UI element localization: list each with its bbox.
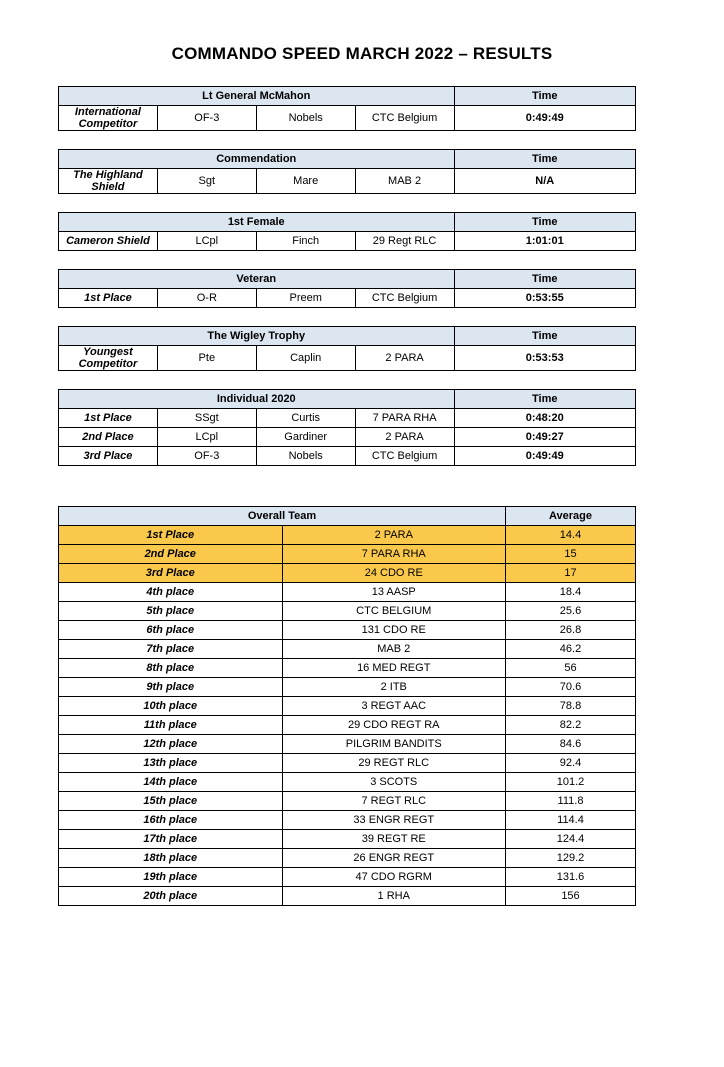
team-place: 2nd Place xyxy=(59,545,283,564)
table-header-row xyxy=(59,270,636,289)
table-row xyxy=(59,545,636,564)
block-title: Commendation xyxy=(59,150,455,169)
table-row xyxy=(59,409,636,428)
team-average: 18.4 xyxy=(506,583,636,602)
overall-team-table xyxy=(58,506,636,906)
team-name: PILGRIM BANDITS xyxy=(282,735,506,754)
competitor-name: Nobels xyxy=(256,106,355,131)
team-name: 39 REGT RE xyxy=(282,830,506,849)
average-column-header: Average xyxy=(506,507,636,526)
table-row xyxy=(59,526,636,545)
block-title: 1st Female xyxy=(59,213,455,232)
row-label: The Highland Shield xyxy=(59,169,158,194)
team-name: 24 CDO RE xyxy=(282,564,506,583)
block-title: Lt General McMahon xyxy=(59,87,455,106)
table-row xyxy=(59,621,636,640)
team-place: 15th place xyxy=(59,792,283,811)
competitor-rank: OF-3 xyxy=(157,447,256,466)
result-block xyxy=(58,86,636,131)
competitor-rank: Pte xyxy=(157,346,256,371)
team-place: 14th place xyxy=(59,773,283,792)
competitor-unit: 2 PARA xyxy=(355,346,454,371)
overall-team-section xyxy=(58,506,666,906)
competitor-time: 0:49:27 xyxy=(454,428,636,447)
table-row xyxy=(59,640,636,659)
table-row xyxy=(59,811,636,830)
competitor-unit: 7 PARA RHA xyxy=(355,409,454,428)
team-name: 2 PARA xyxy=(282,526,506,545)
team-average: 46.2 xyxy=(506,640,636,659)
table-row xyxy=(59,583,636,602)
team-name: 26 ENGR REGT xyxy=(282,849,506,868)
competitor-unit: CTC Belgium xyxy=(355,289,454,308)
table-row xyxy=(59,232,636,251)
result-block xyxy=(58,149,636,194)
team-name: 47 CDO RGRM xyxy=(282,868,506,887)
table-row xyxy=(59,106,636,131)
team-place: 13th place xyxy=(59,754,283,773)
competitor-time: 0:49:49 xyxy=(454,106,636,131)
team-place: 6th place xyxy=(59,621,283,640)
team-average: 70.6 xyxy=(506,678,636,697)
team-average: 14.4 xyxy=(506,526,636,545)
table-header-row xyxy=(59,390,636,409)
competitor-name: Preem xyxy=(256,289,355,308)
time-column-header: Time xyxy=(454,150,636,169)
time-column-header: Time xyxy=(454,213,636,232)
team-average: 156 xyxy=(506,887,636,906)
table-row xyxy=(59,830,636,849)
team-name: 33 ENGR REGT xyxy=(282,811,506,830)
time-column-header: Time xyxy=(454,270,636,289)
row-label: 3rd Place xyxy=(59,447,158,466)
competitor-name: Nobels xyxy=(256,447,355,466)
competitor-name: Caplin xyxy=(256,346,355,371)
team-name: 29 REGT RLC xyxy=(282,754,506,773)
block-title: Individual 2020 xyxy=(59,390,455,409)
competitor-unit: CTC Belgium xyxy=(355,106,454,131)
table-header-row xyxy=(59,507,636,526)
team-place: 5th place xyxy=(59,602,283,621)
competitor-rank: O-R xyxy=(157,289,256,308)
table-row xyxy=(59,754,636,773)
result-block xyxy=(58,389,636,466)
team-name: 7 PARA RHA xyxy=(282,545,506,564)
team-place: 1st Place xyxy=(59,526,283,545)
competitor-unit: 29 Regt RLC xyxy=(355,232,454,251)
competitor-name: Gardiner xyxy=(256,428,355,447)
table-row xyxy=(59,564,636,583)
row-label: International Competitor xyxy=(59,106,158,131)
table-row xyxy=(59,773,636,792)
table-row xyxy=(59,659,636,678)
table-row xyxy=(59,849,636,868)
team-place: 3rd Place xyxy=(59,564,283,583)
team-place: 18th place xyxy=(59,849,283,868)
team-average: 56 xyxy=(506,659,636,678)
team-name: 16 MED REGT xyxy=(282,659,506,678)
section-spacer xyxy=(58,484,666,506)
competitor-rank: LCpl xyxy=(157,428,256,447)
competitor-time: 1:01:01 xyxy=(454,232,636,251)
team-name: 1 RHA xyxy=(282,887,506,906)
team-name: MAB 2 xyxy=(282,640,506,659)
team-average: 78.8 xyxy=(506,697,636,716)
team-average: 131.6 xyxy=(506,868,636,887)
row-label: Cameron Shield xyxy=(59,232,158,251)
row-label: 1st Place xyxy=(59,409,158,428)
time-column-header: Time xyxy=(454,87,636,106)
team-name: 29 CDO REGT RA xyxy=(282,716,506,735)
competitor-rank: SSgt xyxy=(157,409,256,428)
time-column-header: Time xyxy=(454,327,636,346)
table-row xyxy=(59,735,636,754)
team-place: 20th place xyxy=(59,887,283,906)
table-row xyxy=(59,428,636,447)
team-average: 17 xyxy=(506,564,636,583)
team-average: 92.4 xyxy=(506,754,636,773)
result-block xyxy=(58,212,636,251)
team-name: 2 ITB xyxy=(282,678,506,697)
table-row xyxy=(59,602,636,621)
table-header-row xyxy=(59,150,636,169)
row-label: 1st Place xyxy=(59,289,158,308)
overall-team-header: Overall Team xyxy=(59,507,506,526)
team-average: 101.2 xyxy=(506,773,636,792)
team-average: 84.6 xyxy=(506,735,636,754)
table-row xyxy=(59,716,636,735)
team-place: 19th place xyxy=(59,868,283,887)
team-place: 9th place xyxy=(59,678,283,697)
table-row xyxy=(59,868,636,887)
competitor-time: 0:53:55 xyxy=(454,289,636,308)
row-label: 2nd Place xyxy=(59,428,158,447)
result-blocks xyxy=(58,86,666,506)
result-block xyxy=(58,269,636,308)
block-title: The Wigley Trophy xyxy=(59,327,455,346)
team-average: 15 xyxy=(506,545,636,564)
table-row xyxy=(59,169,636,194)
team-average: 26.8 xyxy=(506,621,636,640)
competitor-time: 0:48:20 xyxy=(454,409,636,428)
team-average: 82.2 xyxy=(506,716,636,735)
team-average: 111.8 xyxy=(506,792,636,811)
table-row xyxy=(59,697,636,716)
competitor-name: Finch xyxy=(256,232,355,251)
table-row xyxy=(59,447,636,466)
competitor-time: 0:49:49 xyxy=(454,447,636,466)
block-title: Veteran xyxy=(59,270,455,289)
time-column-header: Time xyxy=(454,390,636,409)
table-row xyxy=(59,346,636,371)
team-place: 10th place xyxy=(59,697,283,716)
team-average: 124.4 xyxy=(506,830,636,849)
competitor-unit: MAB 2 xyxy=(355,169,454,194)
competitor-time: 0:53:53 xyxy=(454,346,636,371)
team-place: 17th place xyxy=(59,830,283,849)
team-name: 3 SCOTS xyxy=(282,773,506,792)
results-document xyxy=(0,44,724,1067)
competitor-unit: 2 PARA xyxy=(355,428,454,447)
team-place: 4th place xyxy=(59,583,283,602)
competitor-name: Curtis xyxy=(256,409,355,428)
competitor-rank: OF-3 xyxy=(157,106,256,131)
team-place: 11th place xyxy=(59,716,283,735)
competitor-name: Mare xyxy=(256,169,355,194)
competitor-rank: LCpl xyxy=(157,232,256,251)
team-place: 8th place xyxy=(59,659,283,678)
team-place: 7th place xyxy=(59,640,283,659)
table-header-row xyxy=(59,327,636,346)
table-row xyxy=(59,678,636,697)
team-name: 131 CDO RE xyxy=(282,621,506,640)
team-average: 129.2 xyxy=(506,849,636,868)
team-average: 25.6 xyxy=(506,602,636,621)
table-row xyxy=(59,289,636,308)
team-name: 3 REGT AAC xyxy=(282,697,506,716)
team-name: 7 REGT RLC xyxy=(282,792,506,811)
table-header-row xyxy=(59,213,636,232)
team-place: 12th place xyxy=(59,735,283,754)
team-average: 114.4 xyxy=(506,811,636,830)
row-label: Youngest Competitor xyxy=(59,346,158,371)
table-header-row xyxy=(59,87,636,106)
team-name: 13 AASP xyxy=(282,583,506,602)
result-block xyxy=(58,326,636,371)
competitor-unit: CTC Belgium xyxy=(355,447,454,466)
competitor-rank: Sgt xyxy=(157,169,256,194)
page-title: COMMANDO SPEED MARCH 2022 – RESULTS xyxy=(171,44,553,63)
competitor-time: N/A xyxy=(454,169,636,194)
table-row xyxy=(59,887,636,906)
team-name: CTC BELGIUM xyxy=(282,602,506,621)
table-row xyxy=(59,792,636,811)
team-place: 16th place xyxy=(59,811,283,830)
